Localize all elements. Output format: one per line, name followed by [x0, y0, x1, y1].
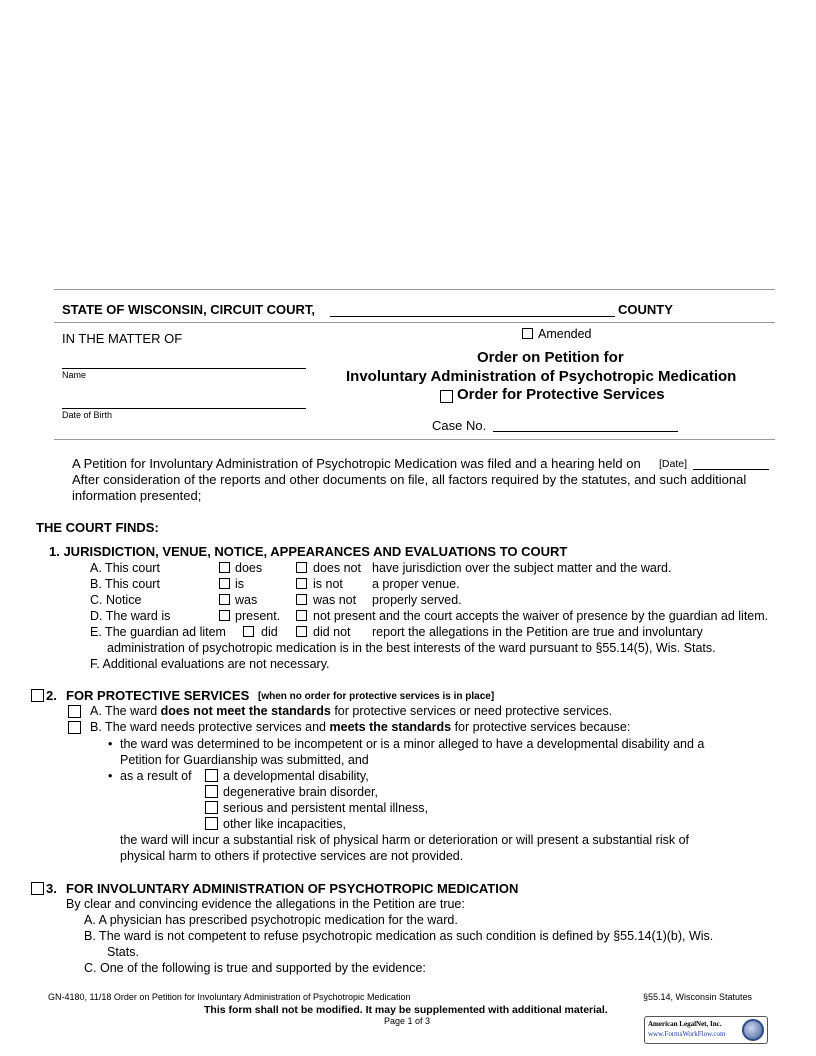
section3-heading: FOR INVOLUNTARY ADMINISTRATION OF PSYCHOTROPIC MEDICATION	[66, 881, 519, 896]
s2-b-post: for protective services because:	[454, 720, 631, 734]
s3-intro: By clear and convincing evidence the allegations in the Petition are true:	[66, 897, 465, 911]
s2-conclusion-line2: physical harm to others if protective services are not provided.	[120, 849, 464, 863]
s3-b-line2: Stats.	[107, 945, 139, 959]
s1-a-does-not-checkbox[interactable]	[296, 562, 307, 573]
s1-b-is-not-checkbox[interactable]	[296, 578, 307, 589]
s2-opt4-checkbox[interactable]	[205, 817, 218, 830]
s2-bullet1-line2: Petition for Guardianship was submitted, and	[120, 753, 369, 767]
s1-b-opt2: is not	[313, 577, 343, 591]
state-court-label: STATE OF WISCONSIN, CIRCUIT COURT,	[62, 302, 316, 317]
s1-b-label: B. This court	[90, 577, 160, 591]
s1-c-was-not-checkbox[interactable]	[296, 594, 307, 605]
globe-icon	[742, 1019, 764, 1041]
s3-b-line1: B. The ward is not competent to refuse psychotropic medication as such condition is defined by §55.14(1)(b), Wis.	[84, 929, 714, 943]
s2-a-pre: A. The ward	[90, 704, 158, 718]
s3-c: C. One of the following is true and supported by the evidence:	[84, 961, 426, 975]
s1-e-did-not-checkbox[interactable]	[296, 626, 307, 637]
s2-opt1-checkbox[interactable]	[205, 769, 218, 782]
title-line2: Involuntary Administration of Psychotropic Medication	[346, 368, 737, 385]
section2-note: [when no order for protective services is in place]	[258, 691, 495, 702]
s1-e-opt2: did not	[313, 625, 351, 639]
bullet-dot-1: •	[108, 737, 113, 751]
s1-e-line2: administration of psychotropic medication is in the best interests of the ward pursuant to §55.14(5), Wis. Stats.	[107, 641, 716, 655]
s2-a-post: for protective services or need protective services.	[334, 704, 613, 718]
in-the-matter-of: IN THE MATTER OF	[62, 331, 183, 346]
top-rule	[54, 289, 775, 290]
hearing-date-label: [Date]	[659, 458, 688, 470]
s1-d-opt1: present.	[235, 609, 281, 623]
s2-opt1: a developmental disability,	[223, 769, 369, 783]
s1-e-label: E. The guardian ad litem	[90, 625, 226, 639]
name-field[interactable]	[62, 368, 306, 369]
section2-num: 2.	[46, 688, 57, 703]
county-label: COUNTY	[618, 302, 673, 317]
case-no-field[interactable]	[493, 431, 678, 432]
s2-conclusion-line1: the ward will incur a substantial risk of physical harm or deterioration or will present a substantial risk of	[120, 833, 689, 847]
s1-d-not-present-checkbox[interactable]	[296, 610, 307, 621]
s1-e-rest: report the allegations in the Petition are true and involuntary	[372, 625, 703, 639]
s2-b-bold: meets the standards	[329, 720, 452, 734]
section1-heading: 1. JURISDICTION, VENUE, NOTICE, APPEARANCES AND EVALUATIONS TO COURT	[49, 544, 568, 559]
s1-a-opt2: does not	[313, 561, 361, 575]
s1-c-rest: properly served.	[372, 593, 462, 607]
title-line1: Order on Petition for	[477, 349, 624, 366]
protective-services-checkbox[interactable]	[440, 390, 453, 403]
s2-opt3-checkbox[interactable]	[205, 801, 218, 814]
s2-opt2: degenerative brain disorder,	[223, 785, 378, 799]
s1-f: F. Additional evaluations are not necessary.	[90, 657, 330, 671]
s1-d-present-checkbox[interactable]	[219, 610, 230, 621]
s1-a-does-checkbox[interactable]	[219, 562, 230, 573]
logo-line2: www.FormsWorkFlow.com	[648, 1030, 726, 1038]
footer-form-id: GN-4180, 11/18 Order on Petition for Involuntary Administration of Psychotropic Medication	[48, 992, 411, 1002]
s1-c-opt2: was not	[313, 593, 357, 607]
s1-c-was-checkbox[interactable]	[219, 594, 230, 605]
s1-a-label: A. This court	[90, 561, 160, 575]
amended-checkbox[interactable]	[522, 328, 533, 339]
s1-b-opt1: is	[235, 577, 245, 591]
s1-a-opt1: does	[235, 561, 263, 575]
s2-a-bold: does not meet the standards	[160, 704, 331, 718]
caption-bottom-rule	[54, 439, 775, 440]
s3-a: A. A physician has prescribed psychotropic medication for the ward.	[84, 913, 458, 927]
s1-d-label: D. The ward is	[90, 609, 171, 623]
s1-b-is-checkbox[interactable]	[219, 578, 230, 589]
s2-bullet1-line1: the ward was determined to be incompetent or is a minor alleged to have a developmental disability and a	[120, 737, 705, 751]
s2-bullet2: as a result of	[120, 769, 192, 783]
s2-opt4: other like incapacities,	[223, 817, 346, 831]
s1-c-label: C. Notice	[90, 593, 142, 607]
section2-checkbox[interactable]	[31, 689, 44, 702]
dob-field[interactable]	[62, 408, 306, 409]
footer-statute: §55.14, Wisconsin Statutes	[643, 992, 753, 1002]
s2-b-text	[90, 720, 630, 734]
s1-a-rest: have jurisdiction over the subject matter and the ward.	[372, 561, 672, 575]
s2-b-pre: B. The ward needs protective services and	[90, 720, 327, 734]
s1-d-opt2: not present and the court accepts the waiver of presence by the guardian ad litem.	[313, 609, 769, 623]
intro-line1: A Petition for Involuntary Administration of Psychotropic Medication was filed and a hearing held on	[72, 456, 641, 471]
s2-opt2-checkbox[interactable]	[205, 785, 218, 798]
footer-notice: This form shall not be modified. It may be supplemented with additional material.	[204, 1004, 608, 1016]
footer-page: Page 1 of 3	[384, 1016, 431, 1026]
intro-line3: information presented;	[72, 488, 202, 503]
intro-line2: After consideration of the reports and other documents on file, all factors required by the statutes, and such additional	[72, 472, 747, 487]
bullet-dot-2: •	[108, 769, 113, 783]
s2-a-text	[90, 704, 612, 718]
court-finds-heading: THE COURT FINDS:	[36, 520, 159, 535]
s1-b-rest: a proper venue.	[372, 577, 460, 591]
dob-label: Date of Birth	[62, 410, 113, 420]
hearing-date-field[interactable]	[693, 469, 769, 470]
name-label: Name	[62, 370, 87, 380]
american-legalnet-logo[interactable]	[644, 1016, 768, 1044]
logo-line1: American LegalNet, Inc.	[648, 1020, 722, 1028]
s2-a-checkbox[interactable]	[68, 705, 81, 718]
amended-label: Amended	[538, 327, 592, 341]
case-no-label: Case No.	[432, 418, 487, 433]
header-rule	[54, 322, 775, 323]
section2-heading: FOR PROTECTIVE SERVICES	[66, 688, 250, 703]
title-line3: Order for Protective Services	[457, 386, 665, 403]
s1-e-did-checkbox[interactable]	[243, 626, 254, 637]
section3-num: 3.	[46, 881, 57, 896]
s2-opt3: serious and persistent mental illness,	[223, 801, 428, 815]
section3-checkbox[interactable]	[31, 882, 44, 895]
s1-c-opt1: was	[235, 593, 258, 607]
s1-e-opt1: did	[261, 625, 278, 639]
s2-b-checkbox[interactable]	[68, 721, 81, 734]
county-field[interactable]	[330, 316, 615, 317]
